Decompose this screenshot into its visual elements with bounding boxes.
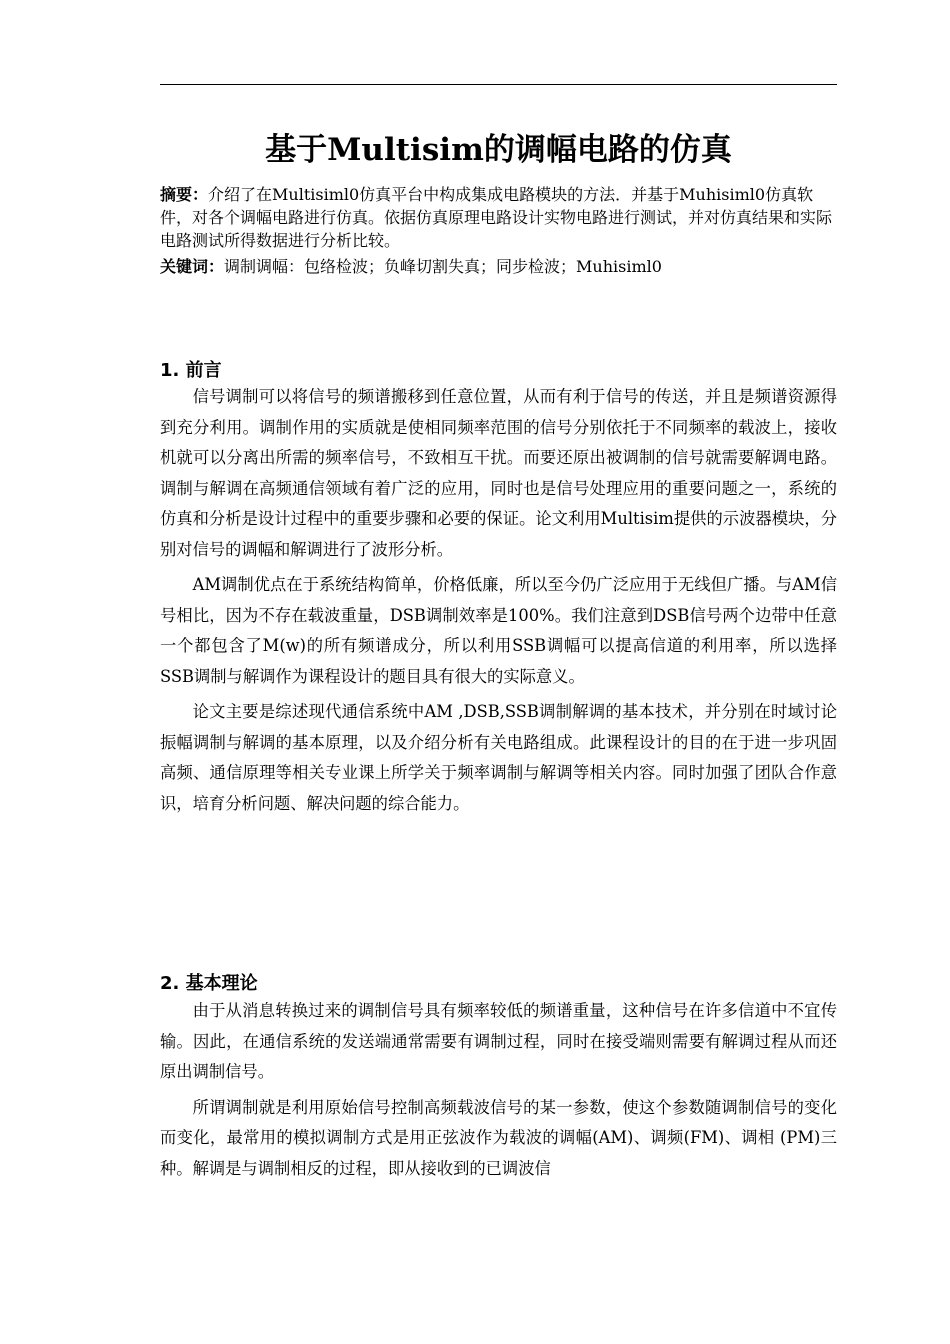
paragraph: 由于从消息转换过来的调制信号具有频率较低的频谱重量，这种信号在许多信道中不宜传输。因此，在通信系统的发送端通常需要有调制过程，同时在接受端则需要有解调过程从而还原出调制信号。 bbox=[160, 1001, 837, 1081]
paragraph: 所谓调制就是利用原始信号控制高频载波信号的某一参数，使这个参数随调制信号的变化而变化，最常用的模拟调制方式是用正弦波作为载波的调幅(AM)、调频(FM)、调相 (PM)三种。解调是与调制相反的过程，即从接收到的已调波信 bbox=[160, 1097, 837, 1178]
keywords-paragraph bbox=[160, 255, 837, 278]
section-heading-theory: 2. 基本理论 bbox=[160, 973, 258, 994]
abstract-label: 摘要： bbox=[160, 185, 209, 204]
document-title: 基于Multisim的调幅电路的仿真 bbox=[265, 132, 732, 168]
abstract-text: 介绍了在Multisiml0仿真平台中构成集成电路模块的方法．并基于Muhisiml0仿真软件，对各个调幅电路进行仿真。依据仿真原理电路设计实物电路进行测试，并对仿真结果和实际电路测试所得数据进行分析比较。 bbox=[160, 185, 833, 250]
paragraph: 信号调制可以将信号的频谱搬移到任意位置，从而有利于信号的传送，并且是频谱资源得到充分利用。调制作用的实质就是使相同频率范围的信号分别依托于不同频率的载波上，接收机就可以分离出所需的频率信号，不致相互干扰。而要还原出被调制的信号就需要解调电路。调制与解调在高频通信领域有着广泛的应用，同时也是信号处理应用的重要问题之一，系统的仿真和分析是设计过程中的重要步骤和必要的保证。论文利用Multisim提供的示波器模块，分别对信号的调幅和解调进行了波形分析。 bbox=[160, 387, 837, 559]
paragraph: 论文主要是综述现代通信系统中AM ,DSB,SSB调制解调的基本技术，并分别在时域讨论振幅调制与解调的基本原理，以及介绍分析有关电路组成。此课程设计的目的在于进一步巩固高频、通信原理等相关专业课上所学关于频率调制与解调等相关内容。同时加强了团队合作意识，培育分析问题、解决问题的综合能力。 bbox=[160, 702, 837, 813]
header-rule bbox=[160, 84, 837, 85]
keywords-label: 关键词： bbox=[160, 257, 225, 276]
keywords-text: 调制调幅：包络检波；负峰切割失真；同步检波；Muhisiml0 bbox=[224, 257, 662, 276]
section-body-theory bbox=[160, 996, 837, 1184]
abstract-paragraph bbox=[160, 183, 837, 252]
paragraph: AM调制优点在于系统结构简单，价格低廉，所以至今仍广泛应用于无线但广播。与AM信号相比，因为不存在载波重量，DSB调制效率是100%。我们注意到DSB信号两个边带中任意一个都包含了M(w)的所有频谱成分，所以利用SSB调幅可以提高信道的利用率，所以选择SSB调制与解调作为课程设计的题目具有很大的实际意义。 bbox=[160, 575, 837, 686]
section-body-intro bbox=[160, 382, 837, 819]
section-heading-intro: 1. 前言 bbox=[160, 360, 222, 381]
abstract-block bbox=[160, 183, 837, 278]
